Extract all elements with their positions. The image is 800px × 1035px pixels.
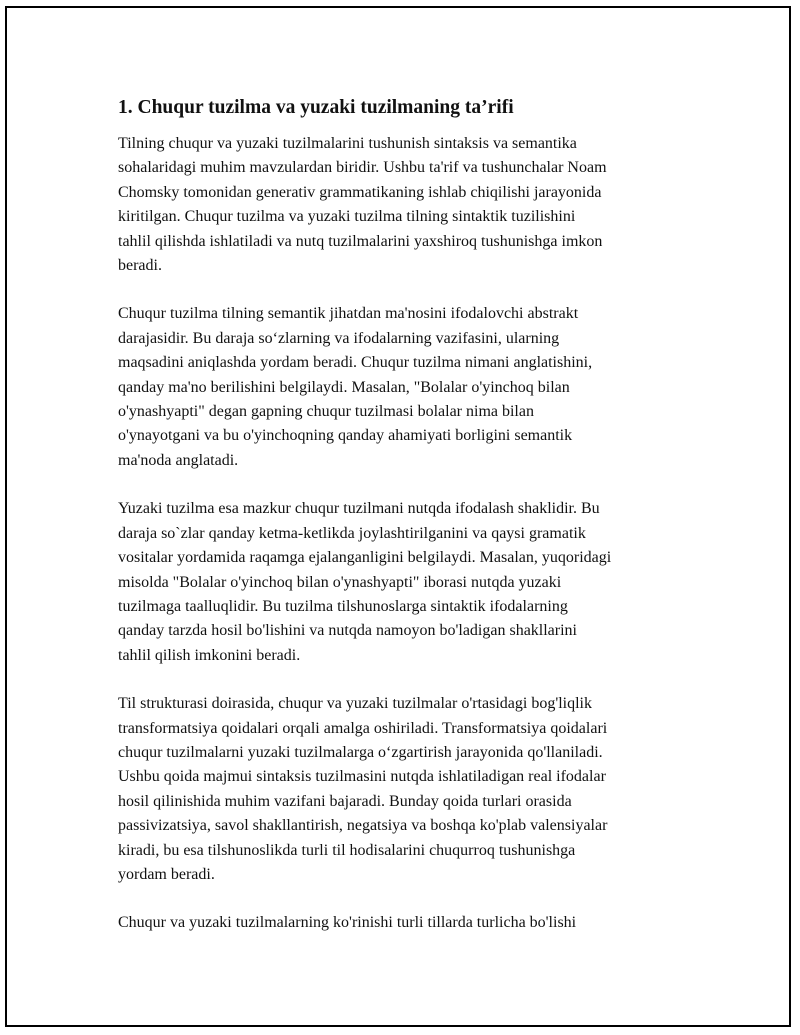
text-line: tuzilmaga taalluqlidir. Bu tuzilma tilshunoslarga sintaktik ifodalarning: [118, 597, 568, 615]
paragraph-4: [118, 692, 698, 887]
text-line: transformatsiya qoidalari orqali amalga oshiriladi. Transformatsiya qoidalari: [118, 719, 608, 737]
text-line: Chuqur va yuzaki tuzilmalarning ko'rinishi turli tillarda turlicha bo'lishi: [118, 914, 577, 932]
paragraph-1: [118, 132, 698, 278]
text-line: o'ynayotgani va bu o'yinchoqning qanday ahamiyati borligini semantik: [118, 427, 573, 445]
text-line: hosil qilinishida muhim vazifani bajaradi. Bunday qoida turlari orasida: [118, 792, 572, 810]
text-line: yordam beradi.: [118, 865, 215, 883]
text-line: qanday tarzda hosil bo'lishini va nutqda namoyon bo'ladigan shakllarini: [118, 622, 577, 640]
text-line: misolda "Bolalar o'yinchoq bilan o'ynashyapti" iborasi nutqda yuzaki: [118, 573, 562, 591]
section-heading: 1. Chuqur tuzilma va yuzaki tuzilmaning ta’rifi: [118, 97, 514, 118]
text-line: chuqur tuzilmalarni yuzaki tuzilmalarga o‘zgartirish jarayonida qo'llaniladi.: [118, 743, 603, 761]
paragraph-2: [118, 302, 698, 473]
text-line: Til strukturasi doirasida, chuqur va yuzaki tuzilmalar o'rtasidagi bog'liqlik: [118, 695, 592, 713]
text-line: daraja so`zlar qanday ketma-ketlikda joylashtirilganini va qaysi gramatik: [118, 524, 586, 542]
text-line: maqsadini aniqlashda yordam beradi. Chuqur tuzilma nimani anglatishini,: [118, 354, 593, 372]
text-line: passivizatsiya, savol shakllantirish, negatsiya va boshqa ko'plab valensiyalar: [118, 817, 608, 835]
text-line: Chomsky tomonidan generativ grammatikaning ishlab chiqilishi jarayonida: [118, 183, 602, 201]
text-line: Tilning chuqur va yuzaki tuzilmalarini tushunish sintaksis va semantika: [118, 135, 577, 152]
text-line: o'ynashyapti" degan gapning chuqur tuzilmasi bolalar nima bilan: [118, 403, 534, 421]
paragraph-3: [118, 497, 698, 668]
text-line: Ushbu qoida majmui sintaksis tuzilmasini nutqda ishlatiladigan real ifodalar: [118, 768, 606, 786]
text-line: kiradi, bu esa tilshunoslikda turli til hodisalarini chuqurroq tushunishga: [118, 841, 576, 859]
paragraph-5: [118, 911, 698, 935]
text-line: Chuqur tuzilma tilning semantik jihatdan ma'nosini ifodalovchi abstrakt: [118, 305, 579, 323]
text-line: vositalar yordamida raqamga ejalanganligini belgilaydi. Masalan, yuqoridagi: [118, 549, 612, 567]
text-line: tahlil qilishda ishlatiladi va nutq tuzilmalarini yaxshiroq tushunishga imkon: [118, 232, 603, 250]
text-line: qanday ma'no berilishini belgilaydi. Masalan, "Bolalar o'yinchoq bilan: [118, 378, 570, 396]
text-line: kiritilgan. Chuqur tuzilma va yuzaki tuzilma tilning sintaktik tuzilishini: [118, 208, 576, 226]
document-body: [118, 95, 698, 960]
text-line: tahlil qilish imkonini beradi.: [118, 646, 301, 664]
text-line: ma'noda anglatadi.: [118, 451, 239, 469]
text-line: sohalaridagi muhim mavzulardan biridir. Ushbu ta'rif va tushunchalar Noam: [118, 159, 607, 177]
text-line: darajasidir. Bu daraja so‘zlarning va ifodalarning vazifasini, ularning: [118, 329, 560, 347]
text-line: Yuzaki tuzilma esa mazkur chuqur tuzilmani nutqda ifodalash shaklidir. Bu: [118, 500, 600, 518]
text-line: beradi.: [118, 257, 162, 275]
